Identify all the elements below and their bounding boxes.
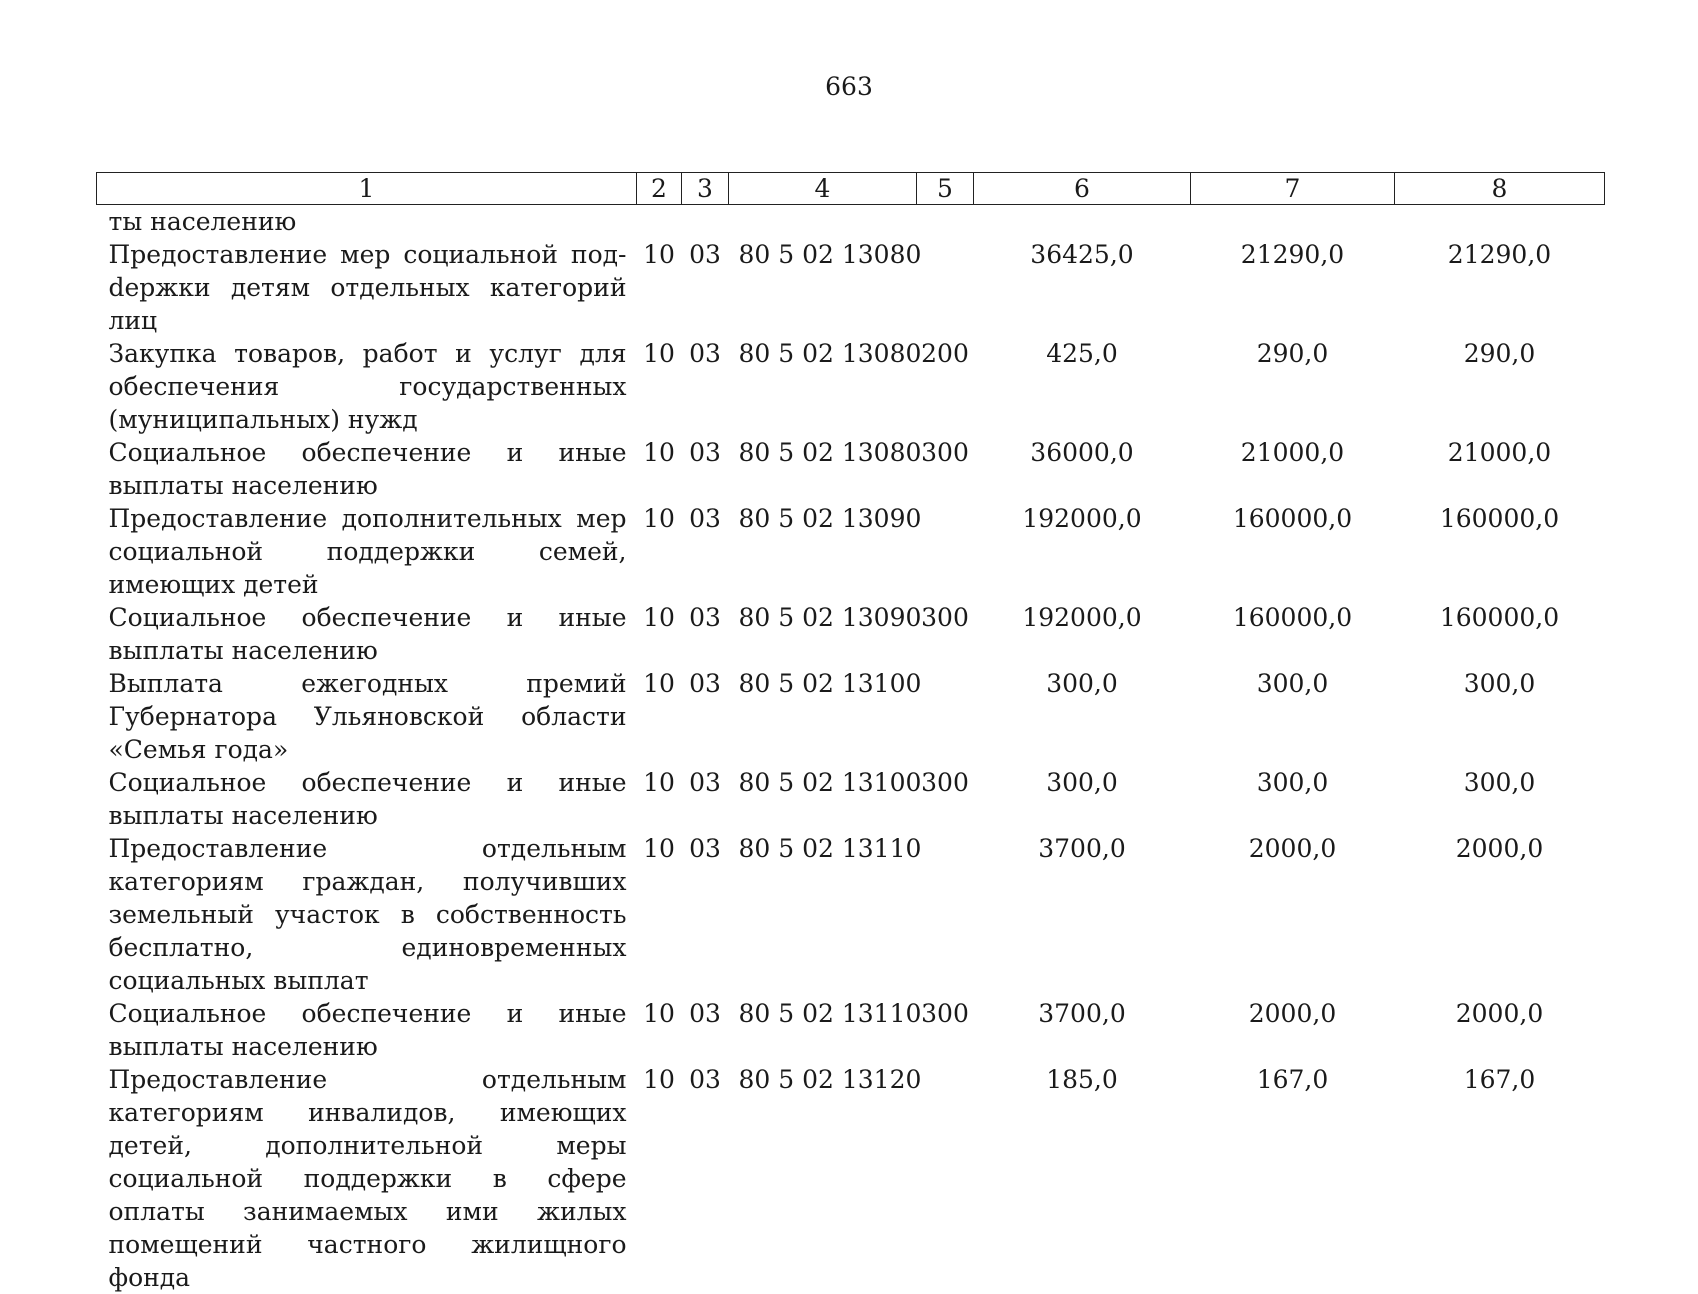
- row-name-cell: Закупка товаров, работ и услуг для обеспечения государственных (муниципальных) нужд: [97, 337, 637, 436]
- row-amount-cell-7: 300,0: [1191, 766, 1395, 832]
- row-name-cell: Предоставление дополнительных мер социальной поддержки семей, имеющих детей: [97, 502, 637, 601]
- row-amount-cell-8: 300,0: [1395, 766, 1605, 832]
- row-expense-type-cell: [917, 832, 974, 997]
- row-subsection-cell: 03: [682, 502, 729, 601]
- row-target-code-cell: 80 5 02 13120: [729, 1063, 917, 1294]
- row-amount-cell-8: 2000,0: [1395, 997, 1605, 1063]
- table-row: [97, 601, 1605, 667]
- table-row: [97, 1063, 1605, 1294]
- row-name-cell: Выплата ежегодных премий Губернатора Ульяновской области «Семья года»: [97, 667, 637, 766]
- row-expense-type-cell: [917, 238, 974, 337]
- row-target-code-cell: [729, 205, 917, 239]
- row-amount-cell-6: 300,0: [974, 766, 1191, 832]
- column-header-8: 8: [1395, 173, 1605, 205]
- row-amount-cell-7: 167,0: [1191, 1063, 1395, 1294]
- table-body: [97, 205, 1605, 1294]
- budget-table: [96, 172, 1605, 1294]
- row-section-cell: 10: [637, 667, 682, 766]
- column-header-1: 1: [97, 173, 637, 205]
- table-row: [97, 997, 1605, 1063]
- row-subsection-cell: 03: [682, 766, 729, 832]
- row-amount-cell-6: 425,0: [974, 337, 1191, 436]
- row-amount-cell-7: 2000,0: [1191, 997, 1395, 1063]
- row-amount-cell-6: 36425,0: [974, 238, 1191, 337]
- row-amount-cell-7: 21290,0: [1191, 238, 1395, 337]
- row-expense-type-cell: [917, 205, 974, 239]
- row-amount-cell-8: 160000,0: [1395, 502, 1605, 601]
- row-section-cell: 10: [637, 997, 682, 1063]
- row-section-cell: 10: [637, 337, 682, 436]
- row-expense-type-cell: 200: [917, 337, 974, 436]
- row-subsection-cell: 03: [682, 436, 729, 502]
- table-row: [97, 337, 1605, 436]
- row-expense-type-cell: 300: [917, 997, 974, 1063]
- row-amount-cell-7: 160000,0: [1191, 601, 1395, 667]
- row-target-code-cell: 80 5 02 13080: [729, 337, 917, 436]
- row-amount-cell-8: 21000,0: [1395, 436, 1605, 502]
- row-amount-cell-8: 290,0: [1395, 337, 1605, 436]
- row-expense-type-cell: 300: [917, 436, 974, 502]
- row-name-cell: ты населению: [97, 205, 637, 239]
- row-amount-cell-8: 21290,0: [1395, 238, 1605, 337]
- row-subsection-cell: 03: [682, 1063, 729, 1294]
- row-amount-cell-8: [1395, 205, 1605, 239]
- row-amount-cell-6: 192000,0: [974, 601, 1191, 667]
- row-expense-type-cell: 300: [917, 766, 974, 832]
- row-section-cell: [637, 205, 682, 239]
- column-header-7: 7: [1191, 173, 1395, 205]
- row-target-code-cell: 80 5 02 13110: [729, 832, 917, 997]
- row-section-cell: 10: [637, 766, 682, 832]
- column-header-5: 5: [917, 173, 974, 205]
- column-header-3: 3: [682, 173, 729, 205]
- row-amount-cell-6: [974, 205, 1191, 239]
- row-amount-cell-6: 36000,0: [974, 436, 1191, 502]
- table-row: [97, 667, 1605, 766]
- row-expense-type-cell: [917, 502, 974, 601]
- row-amount-cell-8: 160000,0: [1395, 601, 1605, 667]
- row-amount-cell-6: 300,0: [974, 667, 1191, 766]
- row-subsection-cell: [682, 205, 729, 239]
- row-amount-cell-8: 167,0: [1395, 1063, 1605, 1294]
- row-amount-cell-7: [1191, 205, 1395, 239]
- table-row: [97, 205, 1605, 239]
- row-name-cell: Предоставление отдельным категориям граждан, получивших земельный участок в собственность бесплатно, единовременных социальных выплат: [97, 832, 637, 997]
- row-target-code-cell: 80 5 02 13080: [729, 238, 917, 337]
- row-subsection-cell: 03: [682, 832, 729, 997]
- page-number: 663: [0, 72, 1698, 101]
- row-target-code-cell: 80 5 02 13100: [729, 667, 917, 766]
- row-name-cell: Предоставление мер социальной подdержки детям отдельных категорий лиц: [97, 238, 637, 337]
- table-header-row: [97, 173, 1605, 205]
- table-row: [97, 832, 1605, 997]
- row-name-cell: Социальное обеспечение и иные выплаты населению: [97, 766, 637, 832]
- row-amount-cell-8: 2000,0: [1395, 832, 1605, 997]
- row-name-cell: Социальное обеспечение и иные выплаты населению: [97, 601, 637, 667]
- table-row: [97, 436, 1605, 502]
- row-name-cell: Социальное обеспечение и иные выплаты населению: [97, 436, 637, 502]
- row-amount-cell-7: 290,0: [1191, 337, 1395, 436]
- row-amount-cell-6: 3700,0: [974, 997, 1191, 1063]
- row-target-code-cell: 80 5 02 13080: [729, 436, 917, 502]
- row-target-code-cell: 80 5 02 13090: [729, 601, 917, 667]
- row-amount-cell-6: 192000,0: [974, 502, 1191, 601]
- row-amount-cell-7: 160000,0: [1191, 502, 1395, 601]
- row-target-code-cell: 80 5 02 13110: [729, 997, 917, 1063]
- table-row: [97, 502, 1605, 601]
- row-name-cell: Социальное обеспечение и иные выплаты населению: [97, 997, 637, 1063]
- table-row: [97, 238, 1605, 337]
- row-expense-type-cell: 300: [917, 601, 974, 667]
- row-subsection-cell: 03: [682, 997, 729, 1063]
- row-amount-cell-7: 300,0: [1191, 667, 1395, 766]
- column-header-4: 4: [729, 173, 917, 205]
- row-amount-cell-7: 21000,0: [1191, 436, 1395, 502]
- row-section-cell: 10: [637, 832, 682, 997]
- row-expense-type-cell: [917, 667, 974, 766]
- row-amount-cell-6: 185,0: [974, 1063, 1191, 1294]
- column-header-6: 6: [974, 173, 1191, 205]
- row-subsection-cell: 03: [682, 337, 729, 436]
- row-amount-cell-8: 300,0: [1395, 667, 1605, 766]
- row-amount-cell-6: 3700,0: [974, 832, 1191, 997]
- column-header-2: 2: [637, 173, 682, 205]
- row-expense-type-cell: [917, 1063, 974, 1294]
- row-subsection-cell: 03: [682, 601, 729, 667]
- row-section-cell: 10: [637, 502, 682, 601]
- row-subsection-cell: 03: [682, 667, 729, 766]
- row-amount-cell-7: 2000,0: [1191, 832, 1395, 997]
- table-row: [97, 766, 1605, 832]
- row-section-cell: 10: [637, 1063, 682, 1294]
- row-section-cell: 10: [637, 238, 682, 337]
- row-target-code-cell: 80 5 02 13090: [729, 502, 917, 601]
- row-section-cell: 10: [637, 436, 682, 502]
- row-section-cell: 10: [637, 601, 682, 667]
- row-target-code-cell: 80 5 02 13100: [729, 766, 917, 832]
- row-name-cell: Предоставление отдельным категориям инвалидов, имеющих детей, дополнительной меры социальной поддержки в сфере оплаты занимаемых ими жилых помещений частного жилищного фонда: [97, 1063, 637, 1294]
- row-subsection-cell: 03: [682, 238, 729, 337]
- budget-table-container: [96, 172, 1604, 1294]
